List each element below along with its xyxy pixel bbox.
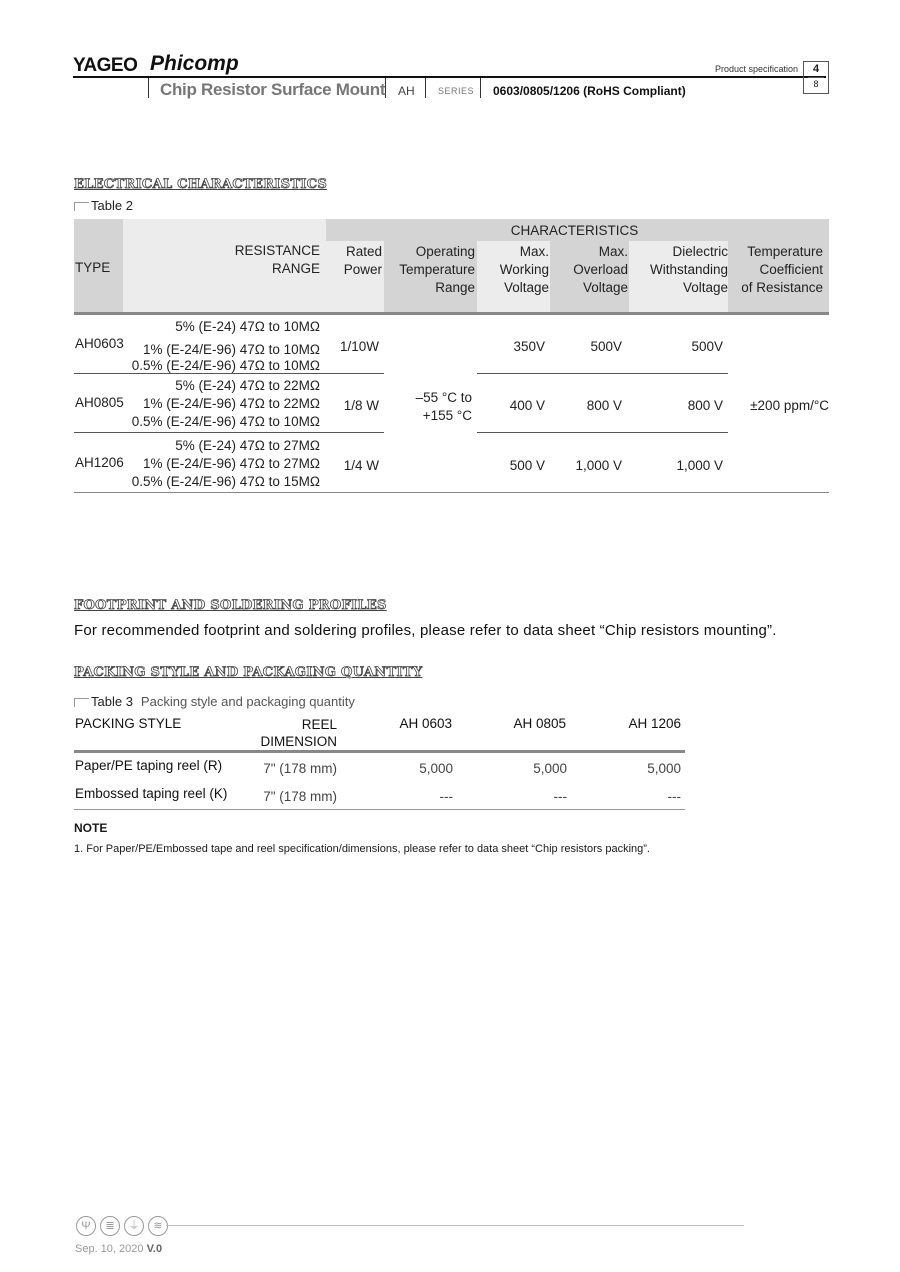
col-header-max-working: Max. Working Voltage bbox=[499, 244, 549, 295]
header-divider bbox=[425, 78, 426, 98]
ground-icon: ⏚ bbox=[124, 1216, 144, 1236]
col-header-reel-dimension: REEL DIMENSION bbox=[260, 717, 337, 749]
temp-range: –55 °C to +155 °C bbox=[415, 390, 472, 423]
page-number-box bbox=[803, 61, 829, 94]
row-overload: 1,000 V bbox=[575, 458, 622, 473]
table2-caption: Table 2 bbox=[74, 198, 133, 213]
footprint-text: For recommended footprint and soldering profiles, please refer to data sheet “Chip resistors mounting”. bbox=[74, 622, 777, 639]
footer-rule bbox=[166, 1225, 744, 1226]
packing-row-style: Embossed taping reel (K) bbox=[75, 786, 228, 801]
header-rule bbox=[73, 76, 826, 78]
col-header-dielectric: Dielectric Withstanding Voltage bbox=[649, 244, 728, 295]
row-overload: 800 V bbox=[586, 398, 622, 413]
brand-yageo: YAGEO bbox=[73, 55, 138, 76]
col-header-ah0805: AH 0805 bbox=[513, 716, 566, 731]
packing-row-style: Paper/PE taping reel (R) bbox=[75, 758, 223, 773]
brand-phicomp: Phicomp bbox=[150, 52, 239, 75]
row-ranges: 5% (E-24) 47Ω to 10MΩ 1% (E-24/E-96) 47Ω to 10MΩ 0.5% (E-24/E-96) 47Ω to 10MΩ bbox=[131, 319, 320, 373]
col-header-type: TYPE bbox=[75, 260, 111, 275]
header-divider bbox=[480, 78, 481, 98]
section-title-electrical: ELECTRICAL CHARACTERISTICS bbox=[74, 177, 328, 192]
document-title: Chip Resistor Surface Mount bbox=[160, 80, 386, 99]
col-header-characteristics: CHARACTERISTICS bbox=[510, 223, 639, 238]
row-working: 400 V bbox=[509, 398, 545, 413]
row-working: 500 V bbox=[509, 458, 545, 473]
product-spec-label: Product specification bbox=[715, 64, 799, 74]
col-header-temp-coef: Temperature Coefficient of Resistance bbox=[741, 244, 823, 295]
col-header-operating-temp: Operating Temperature Range bbox=[399, 244, 475, 295]
col-header-packing-style: PACKING STYLE bbox=[75, 716, 182, 731]
section-title-footprint: FOOTPRINT AND SOLDERING PROFILES bbox=[74, 598, 387, 613]
row-power: 1/4 W bbox=[343, 458, 379, 473]
footer-date: Sep. 10, 2020 V.0 bbox=[75, 1243, 163, 1255]
resistor-icon: ≋ bbox=[148, 1216, 168, 1236]
packing-row-qty: --- bbox=[553, 789, 567, 804]
packing-row-reel: 7" (178 mm) bbox=[263, 761, 337, 776]
row-power: 1/8 W bbox=[343, 398, 379, 413]
tcr-value: ±200 ppm/°C bbox=[750, 398, 829, 413]
document-icon: ≣ bbox=[100, 1216, 120, 1236]
row-dielectric: 800 V bbox=[687, 398, 723, 413]
antenna-icon: Ψ bbox=[76, 1216, 96, 1236]
packing-row-qty: --- bbox=[667, 789, 681, 804]
packing-row-qty: --- bbox=[439, 789, 453, 804]
page-total: 8 bbox=[813, 79, 819, 89]
series-value: 0603/0805/1206 (RoHS Compliant) bbox=[493, 84, 686, 98]
header-divider bbox=[148, 78, 149, 98]
row-overload: 500V bbox=[590, 339, 622, 354]
row-dielectric: 1,000 V bbox=[676, 458, 723, 473]
section-title-packing: PACKING STYLE AND PACKAGING QUANTITY bbox=[74, 665, 423, 680]
row-power: 1/10W bbox=[339, 339, 379, 354]
packing-row-qty: 5,000 bbox=[419, 761, 453, 776]
page-number: 4 bbox=[812, 63, 820, 75]
row-ranges: 5% (E-24) 47Ω to 22MΩ 1% (E-24/E-96) 47Ω to 22MΩ 0.5% (E-24/E-96) 47Ω to 10MΩ bbox=[131, 378, 320, 429]
row-working: 350V bbox=[513, 339, 545, 354]
col-header-max-overload: Max. Overload Voltage bbox=[573, 244, 628, 295]
col-header-resistance: RESISTANCE bbox=[234, 243, 320, 258]
note-heading: NOTE bbox=[74, 821, 108, 835]
col-header-range: RANGE bbox=[271, 261, 320, 276]
row-type: AH1206 bbox=[75, 455, 124, 470]
row-type: AH0805 bbox=[75, 395, 124, 410]
series-label: SERIES bbox=[438, 86, 475, 96]
col-header-ah1206: AH 1206 bbox=[628, 716, 681, 731]
col-header-rated-power: Rated Power bbox=[343, 244, 382, 277]
row-type: AH0603 bbox=[75, 336, 124, 351]
note-item: 1. For Paper/PE/Embossed tape and reel specification/dimensions, please refer to data sheet “Chip resistors packing”. bbox=[74, 843, 650, 855]
table3-caption: Table 3 Packing style and packaging quantity bbox=[74, 694, 355, 709]
packing-row-reel: 7" (178 mm) bbox=[263, 789, 337, 804]
packing-row-qty: 5,000 bbox=[647, 761, 681, 776]
packing-row-qty: 5,000 bbox=[533, 761, 567, 776]
col-header-ah0603: AH 0603 bbox=[399, 716, 452, 731]
series-code: AH bbox=[398, 84, 415, 98]
row-ranges: 5% (E-24) 47Ω to 27MΩ 1% (E-24/E-96) 47Ω to 27MΩ 0.5% (E-24/E-96) 47Ω to 15MΩ bbox=[131, 438, 320, 489]
row-dielectric: 500V bbox=[691, 339, 723, 354]
footer-icons bbox=[76, 1216, 168, 1236]
